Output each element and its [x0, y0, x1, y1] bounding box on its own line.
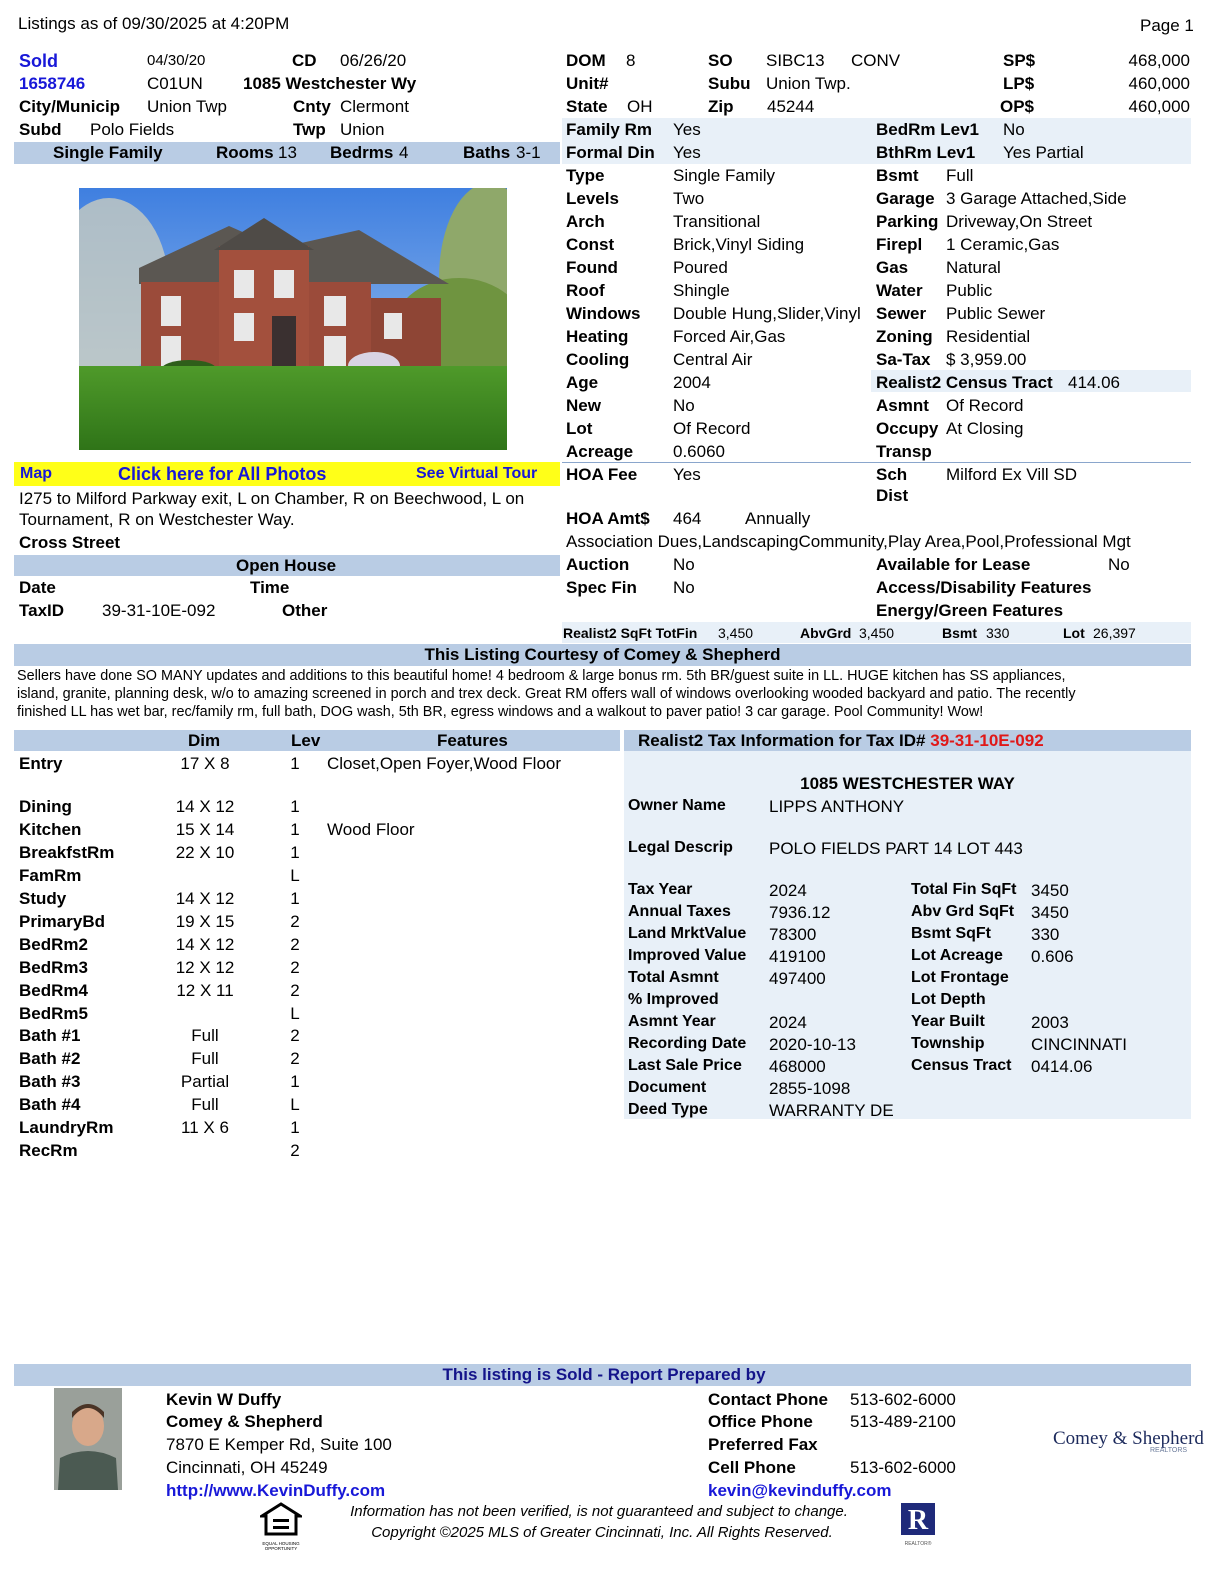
tax-value: 2003 — [1031, 1013, 1069, 1032]
detail-label: New — [566, 396, 601, 415]
detail-label: Gas — [876, 258, 909, 277]
company-logo: Comey & Shepherd — [1053, 1428, 1204, 1449]
detail-label: Zoning — [876, 327, 933, 346]
bedrooms-label: Bedrms — [330, 143, 394, 162]
detail-value: Poured — [673, 258, 728, 277]
tax-value: 3450 — [1031, 903, 1069, 922]
agent-name: Kevin W Duffy — [166, 1390, 282, 1409]
listing-timestamp: Listings as of 09/30/2025 at 4:20PM — [18, 14, 290, 33]
detail-value: Driveway,On Street — [946, 212, 1093, 231]
sold-price-label: SP$ — [1003, 51, 1036, 70]
tax-address: 1085 WESTCHESTER WAY — [800, 774, 1015, 793]
tax-value: 2020-10-13 — [769, 1035, 856, 1054]
detail-label: Garage — [876, 189, 935, 208]
detail-label: Sa-Tax — [876, 350, 931, 369]
room-name: Kitchen — [19, 820, 82, 839]
detail-label: Parking — [876, 212, 939, 231]
detail-label: Occupy — [876, 419, 939, 438]
detail-value: Yes — [673, 143, 701, 162]
original-price-value: 460,000 — [1128, 97, 1190, 116]
room-level: 1 — [290, 1118, 300, 1137]
detail-label: Water — [876, 281, 923, 300]
hoa-amount-label: HOA Amt$ — [566, 509, 650, 528]
detail-value: Of Record — [673, 419, 751, 438]
sold-price-value: 468,000 — [1128, 51, 1190, 70]
detail-value: At Closing — [946, 419, 1024, 438]
tax-label: Abv Grd SqFt — [911, 903, 1015, 920]
subd-label: Subd — [19, 120, 62, 139]
zip-value: 45244 — [767, 97, 815, 116]
room-features: Wood Floor — [327, 820, 415, 839]
mls-number[interactable]: 1658746 — [19, 74, 86, 93]
tax-label: Lot Depth — [911, 991, 986, 1008]
county-value: Clermont — [340, 97, 409, 116]
tax-label: Lot Frontage — [911, 969, 1009, 986]
room-level: 1 — [290, 889, 300, 908]
contact-phone-value: 513-602-6000 — [850, 1390, 956, 1409]
room-level: 1 — [290, 754, 300, 773]
auction-value: No — [673, 555, 695, 574]
room-name: Bath #1 — [19, 1026, 81, 1045]
room-name: BedRm4 — [19, 981, 88, 1000]
property-type: Single Family — [53, 143, 163, 162]
room-level: 1 — [290, 1072, 300, 1091]
room-name: Dining — [19, 797, 72, 816]
room-dim: 11 X 6 — [181, 1118, 229, 1137]
room-level: 2 — [290, 981, 300, 1000]
detail-label: Family Rm — [566, 120, 652, 139]
sqft-abvgrd-label: AbvGrd — [800, 625, 852, 641]
tax-value: 3450 — [1031, 881, 1069, 900]
detail-value: No — [673, 396, 695, 415]
agent-photo — [54, 1388, 122, 1490]
tax-label: Recording Date — [628, 1035, 747, 1052]
time-label: Time — [250, 578, 290, 597]
tax-label: Tax Year — [628, 881, 693, 898]
room-dim: 17 X 8 — [180, 754, 230, 773]
property-address: 1085 Westchester Wy — [243, 74, 417, 93]
list-price-label: LP$ — [1003, 74, 1035, 93]
detail-value: Natural — [946, 258, 1001, 277]
baths-value: 3-1 — [516, 143, 541, 162]
tax-value: 0414.06 — [1031, 1057, 1093, 1076]
room-level: L — [290, 866, 300, 885]
tax-value: 468000 — [769, 1057, 826, 1076]
subu-label: Subu — [708, 74, 751, 93]
sqft-lot-value: 26,397 — [1093, 625, 1136, 641]
owner-label: Owner Name — [628, 797, 726, 814]
lease-value: No — [1108, 555, 1130, 574]
room-dim: Full — [191, 1026, 219, 1045]
room-dim: Partial — [180, 1072, 230, 1091]
room-level: 1 — [290, 797, 300, 816]
list-price-value: 460,000 — [1128, 74, 1190, 93]
unit-label: Unit# — [566, 74, 609, 93]
detail-value: 0.6060 — [673, 442, 725, 461]
rooms-label: Rooms — [216, 143, 274, 162]
detail-value: Yes Partial — [1003, 143, 1084, 162]
detail-label: Realist2 Census Tract — [876, 373, 1053, 392]
bedrooms-value: 4 — [399, 143, 409, 162]
list-office-code: C01UN — [147, 74, 203, 93]
tax-label: Asmnt Year — [628, 1013, 716, 1030]
detail-label: Heating — [566, 327, 629, 346]
school-label-2: Dist — [876, 486, 909, 505]
room-dim: 12 X 11 — [176, 981, 234, 1000]
detail-label: Roof — [566, 281, 605, 300]
company-logo-sub: REALTORS — [1150, 1447, 1188, 1454]
sqft-bsmt-label: Bsmt — [942, 625, 978, 641]
rooms-header-lev: Lev — [291, 731, 321, 750]
detail-value: Two — [673, 189, 705, 208]
room-level: 2 — [290, 912, 300, 931]
hoa-amount-value: 464 — [673, 509, 702, 528]
room-level: 2 — [290, 958, 300, 977]
sqft-abvgrd-value: 3,450 — [859, 625, 895, 641]
agent-street: 7870 E Kemper Rd, Suite 100 — [166, 1435, 392, 1454]
room-level: L — [290, 1095, 300, 1114]
realtor-text: REALTOR® — [904, 1541, 932, 1547]
tax-value: 330 — [1031, 925, 1060, 944]
office-phone-value: 513-489-2100 — [850, 1412, 956, 1431]
detail-value: Shingle — [673, 281, 730, 300]
so-financing: CONV — [851, 51, 901, 70]
detail-value: Central Air — [673, 350, 753, 369]
room-name: FamRm — [19, 866, 82, 885]
tax-value: 419100 — [769, 947, 826, 966]
status-sold: Sold — [19, 51, 58, 71]
room-name: Bath #3 — [19, 1072, 81, 1091]
hoa-fee-value: Yes — [673, 465, 701, 484]
tax-label: Total Asmnt — [628, 969, 719, 986]
cell-phone-value: 513-602-6000 — [850, 1458, 956, 1477]
room-name: BedRm3 — [19, 958, 88, 977]
detail-label: Const — [566, 235, 615, 254]
room-dim: 12 X 12 — [175, 958, 235, 977]
detail-label: Acreage — [566, 442, 634, 461]
owner-value: LIPPS ANTHONY — [769, 797, 905, 816]
page-number: Page 1 — [1140, 16, 1194, 35]
tax-value: 0.606 — [1031, 947, 1074, 966]
property-photo[interactable] — [79, 188, 507, 450]
tax-label: Township — [911, 1035, 985, 1052]
tax-label: Land MrktValue — [628, 925, 747, 942]
room-level: L — [290, 1004, 300, 1023]
room-name: BreakfstRm — [19, 843, 115, 862]
legal-value: POLO FIELDS PART 14 LOT 443 — [769, 839, 1023, 858]
tax-label: Census Tract — [911, 1057, 1012, 1074]
city-value: Union Twp — [147, 97, 228, 116]
access-features-label: Access/Disability Features — [876, 578, 1092, 597]
spec-fin-value: No — [673, 578, 695, 597]
state-label: State — [566, 97, 608, 116]
detail-label: Arch — [566, 212, 605, 231]
sqft-bsmt-value: 330 — [986, 625, 1010, 641]
disclaimer-line-2: Copyright ©2025 MLS of Greater Cincinnati, Inc. All Rights Reserved. — [371, 1524, 833, 1541]
tax-label: Total Fin SqFt — [911, 881, 1017, 898]
so-value: SIBC13 — [766, 51, 825, 70]
taxid-value: 39-31-10E-092 — [102, 601, 216, 620]
detail-label: Bsmt — [876, 166, 919, 185]
detail-value: Brick,Vinyl Siding — [673, 235, 805, 254]
map-link[interactable]: Map — [20, 465, 52, 482]
sold-date: 04/30/20 — [147, 52, 206, 69]
dom-value: 8 — [626, 51, 636, 70]
detail-value: Full — [946, 166, 974, 185]
rooms-value: 13 — [278, 143, 297, 162]
room-dim: 14 X 12 — [175, 889, 235, 908]
room-name: BedRm5 — [19, 1004, 88, 1023]
lease-label: Available for Lease — [876, 555, 1031, 574]
school-district-value: Milford Ex Vill SD — [946, 465, 1077, 484]
hoa-amount-frequency: Annually — [745, 509, 811, 528]
dom-label: DOM — [566, 51, 606, 70]
hoa-includes: Association Dues,LandscapingCommunity,Play Area,Pool,Professional Mgt — [566, 532, 1131, 551]
room-level: 2 — [290, 1026, 300, 1045]
tax-label: Year Built — [911, 1013, 985, 1030]
energy-features-label: Energy/Green Features — [876, 601, 1064, 620]
equal-housing-text: EQUAL HOUSING OPPORTUNITY — [262, 1541, 300, 1551]
zip-label: Zip — [708, 97, 734, 116]
room-level: 2 — [290, 1049, 300, 1068]
tax-id: 39-31-10E-092 — [930, 731, 1044, 750]
tax-label: Lot Acreage — [911, 947, 1003, 964]
tax-value: 2024 — [769, 881, 807, 900]
tax-value: 2855-1098 — [769, 1079, 851, 1098]
room-dim: 14 X 12 — [175, 935, 235, 954]
room-level: 2 — [290, 1141, 300, 1160]
room-name: RecRm — [19, 1141, 78, 1160]
baths-label: Baths — [463, 143, 511, 162]
tax-value: CINCINNATI — [1031, 1035, 1128, 1054]
auction-label: Auction — [566, 555, 630, 574]
contact-phone-label: Contact Phone — [708, 1390, 828, 1409]
rooms-header-dim: Dim — [188, 731, 221, 750]
office-phone-label: Office Phone — [708, 1412, 813, 1431]
agent-website-link[interactable]: http://www.KevinDuffy.com — [166, 1481, 386, 1500]
detail-label: Age — [566, 373, 599, 392]
date-label: Date — [19, 578, 56, 597]
detail-label: Firepl — [876, 235, 923, 254]
agent-email-link[interactable]: kevin@kevinduffy.com — [708, 1481, 892, 1500]
realtor-icon — [900, 1502, 936, 1547]
agent-company: Comey & Shepherd — [166, 1412, 323, 1431]
township-value: Union — [340, 120, 385, 139]
directions-line-2: Tournament, R on Westchester Way. — [19, 510, 295, 529]
divider — [562, 462, 1191, 463]
detail-label: Found — [566, 258, 618, 277]
preferred-fax-label: Preferred Fax — [708, 1435, 818, 1454]
subd-value: Polo Fields — [90, 120, 175, 139]
tax-title — [638, 731, 1044, 751]
spec-fin-label: Spec Fin — [566, 578, 637, 597]
tax-value: 78300 — [769, 925, 817, 944]
detail-value: 414.06 — [1068, 373, 1120, 392]
room-dim: Full — [191, 1095, 219, 1114]
cd-label: CD — [292, 51, 317, 70]
other-label: Other — [282, 601, 328, 620]
detail-value: Public Sewer — [946, 304, 1046, 323]
detail-label: BthRm Lev1 — [876, 143, 976, 162]
room-name: PrimaryBd — [19, 912, 105, 931]
original-price-label: OP$ — [1000, 97, 1035, 116]
detail-value: Transitional — [673, 212, 761, 231]
detail-label: BedRm Lev1 — [876, 120, 979, 139]
detail-value: No — [1003, 120, 1025, 139]
room-name: LaundryRm — [19, 1118, 114, 1137]
detail-label: Type — [566, 166, 605, 185]
cell-phone-label: Cell Phone — [708, 1458, 796, 1477]
detail-label: Sewer — [876, 304, 927, 323]
svg-text:R: R — [907, 1505, 929, 1536]
tax-value: 2024 — [769, 1013, 807, 1032]
detail-value: Double Hung,Slider,Vinyl — [673, 304, 861, 323]
room-dim: 22 X 10 — [175, 843, 235, 862]
room-name: Bath #2 — [19, 1049, 81, 1068]
tax-label: Bsmt SqFt — [911, 925, 991, 942]
cross-street-label: Cross Street — [19, 533, 121, 552]
room-level: 1 — [290, 843, 300, 862]
directions-line-1: I275 to Milford Parkway exit, L on Chamber, R on Beechwood, L on — [19, 489, 525, 508]
listing-courtesy: This Listing Courtesy of Comey & Shepherd — [424, 645, 781, 664]
room-name: BedRm2 — [19, 935, 88, 954]
school-label-1: Sch — [876, 465, 908, 484]
legal-label: Legal Descrip — [628, 839, 733, 856]
sqft-lot-label: Lot — [1063, 625, 1085, 641]
room-level: 2 — [290, 935, 300, 954]
report-banner-text: This listing is Sold - Report Prepared by — [442, 1365, 766, 1384]
room-dim: 19 X 15 — [175, 912, 235, 931]
detail-label: Windows — [566, 304, 641, 323]
detail-value: 1 Ceramic,Gas — [946, 235, 1060, 254]
detail-label: Lot — [566, 419, 593, 438]
tax-value: 497400 — [769, 969, 826, 988]
detail-value: Public — [946, 281, 993, 300]
tax-label: % Improved — [628, 991, 719, 1008]
detail-value: Forced Air,Gas — [673, 327, 786, 346]
room-name: Bath #4 — [19, 1095, 81, 1114]
detail-value: Single Family — [673, 166, 776, 185]
detail-label: Asmnt — [876, 396, 929, 415]
room-name: Entry — [19, 754, 63, 773]
room-dim: 15 X 14 — [175, 820, 235, 839]
detail-value: $ 3,959.00 — [946, 350, 1027, 369]
city-label: City/Municip — [19, 97, 121, 116]
rooms-header-features: Features — [437, 731, 508, 750]
tax-label: Last Sale Price — [628, 1057, 742, 1074]
sqft-totfin-value: 3,450 — [718, 625, 754, 641]
township-label: Twp — [293, 120, 326, 139]
detail-label: Transp — [876, 442, 932, 461]
detail-label: Levels — [566, 189, 619, 208]
remarks-line-1: Sellers have done SO MANY updates and additions to this beautiful home! 4 bedroom & large bonus rm. 5th BR/guest suite in LL. HUGE kitchen has SS appliances, — [17, 668, 1066, 684]
subu-value: Union Twp. — [766, 74, 851, 93]
detail-value: 2004 — [673, 373, 711, 392]
tax-label: Deed Type — [628, 1101, 708, 1118]
open-house-title: Open House — [236, 556, 337, 575]
detail-value: Yes — [673, 120, 701, 139]
detail-value: 3 Garage Attached,Side — [946, 189, 1127, 208]
virtual-tour-link[interactable]: See Virtual Tour — [416, 465, 538, 482]
detail-value: Of Record — [946, 396, 1024, 415]
remarks-line-2: island, granite, planning desk, w/o to amazing screened in porch and trex deck. Great RM offers wall of windows overlooking wooded backyard and patio. The recently — [17, 686, 1076, 702]
room-dim: Full — [191, 1049, 219, 1068]
sqft-totfin-label: Realist2 SqFt TotFin — [563, 625, 698, 641]
tax-value: WARRANTY DE — [769, 1101, 894, 1120]
room-dim: 14 X 12 — [175, 797, 235, 816]
detail-label: Cooling — [566, 350, 630, 369]
agent-city: Cincinnati, OH 45249 — [166, 1458, 328, 1477]
taxid-label: TaxID — [19, 601, 65, 620]
county-label: Cnty — [293, 97, 331, 116]
hoa-fee-label: HOA Fee — [566, 465, 638, 484]
detail-value: Residential — [946, 327, 1031, 346]
tax-title-label: Realist2 Tax Information for Tax ID# — [638, 731, 926, 750]
room-features: Closet,Open Foyer,Wood Floor — [327, 754, 562, 773]
cd-value: 06/26/20 — [340, 51, 407, 70]
tax-label: Document — [628, 1079, 707, 1096]
tax-label: Annual Taxes — [628, 903, 731, 920]
room-level: 1 — [290, 820, 300, 839]
all-photos-link[interactable]: Click here for All Photos — [118, 464, 327, 484]
room-name: Study — [19, 889, 67, 908]
tax-label: Improved Value — [628, 947, 747, 964]
detail-label: Formal Din — [566, 143, 655, 162]
tax-value: 7936.12 — [769, 903, 831, 922]
state-value: OH — [627, 97, 653, 116]
so-label: SO — [708, 51, 733, 70]
remarks-line-3: finished LL has wet bar, rec/family rm, full bath, DOG wash, 5th BR, egress windows and a walkout to paver patio! 3 car garage. Pool Community! Wow! — [17, 704, 984, 720]
disclaimer-line-1: Information has not been verified, is not guaranteed and subject to change. — [350, 1503, 848, 1520]
